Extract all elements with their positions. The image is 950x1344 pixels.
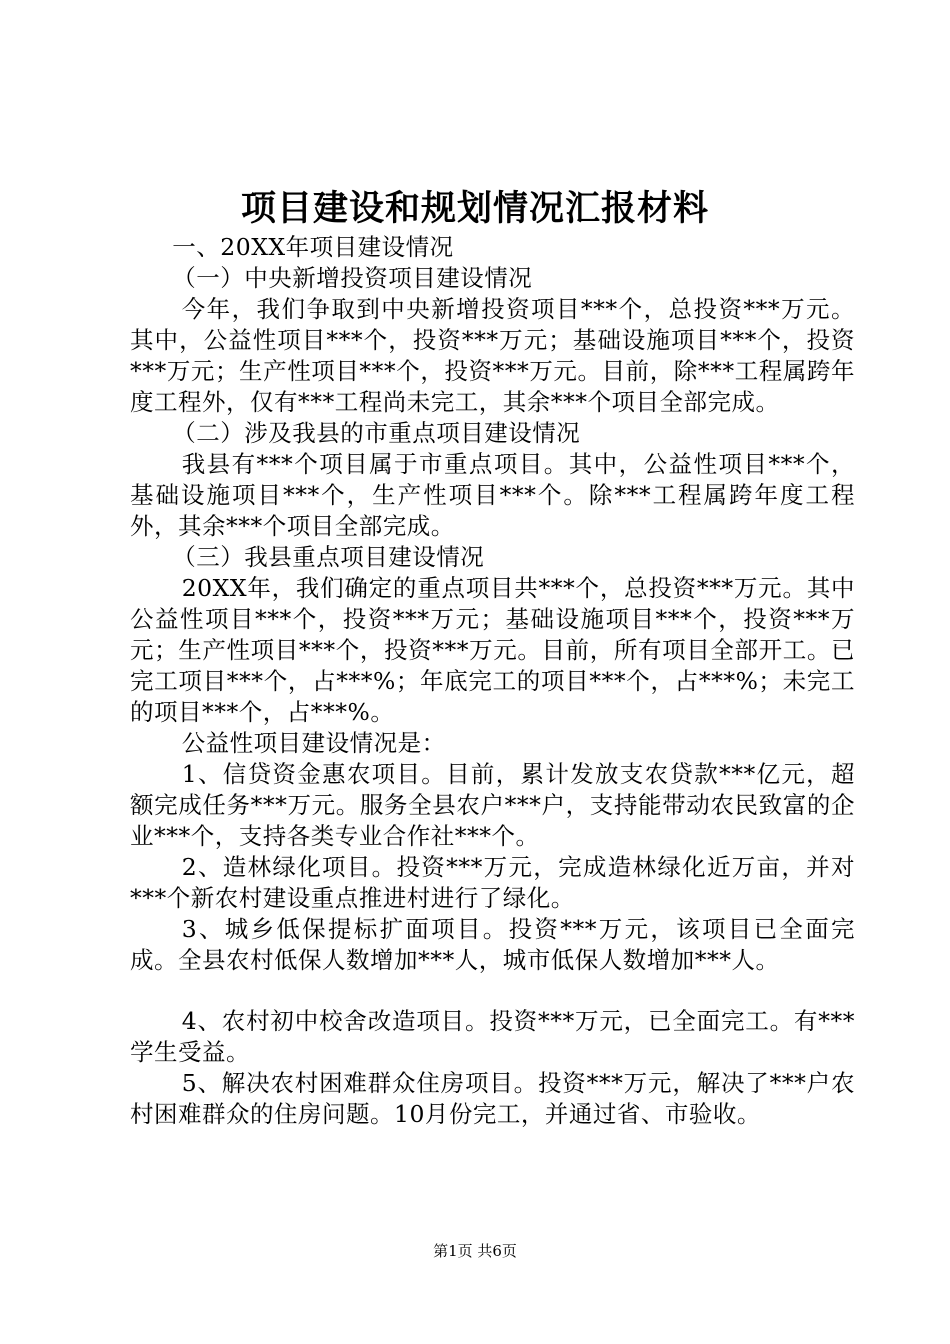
list-item-4: 4、农村初中校舍改造项目。投资***万元，已全面完工。有***学生受益。 [130, 1007, 855, 1066]
list-item-2: 2、造林绿化项目。投资***万元，完成造林绿化近万亩，并对***个新农村建设重点推进村进行了绿化。 [130, 853, 855, 912]
list-item-5: 5、解决农村困难群众住房项目。投资***万元，解决了***户农村困难群众的住房问题。10月份完工，并通过省、市验收。 [130, 1069, 855, 1128]
page-footer: 第1页 共6页 [433, 1242, 517, 1260]
section-heading-1: 一、20XX年项目建设情况 [172, 233, 454, 261]
body-paragraph: 我县有***个项目属于市重点项目。其中，公益性项目***个，基础设施项目***个，生产性项目***个。除***工程属跨年度工程外，其余***个项目全部完成。 [130, 450, 855, 540]
list-item-1: 1、信贷资金惠农项目。目前，累计发放支农贷款***亿元，超额完成任务***万元。服务全县农户***户，支持能带动农民致富的企业***个，支持各类专业合作社***个。 [130, 760, 855, 850]
subsection-heading-2: （二）涉及我县的市重点项目建设情况 [172, 419, 581, 447]
subsection-heading-3: （三）我县重点项目建设情况 [172, 543, 485, 571]
document-title: 项目建设和规划情况汇报材料 [240, 188, 709, 229]
body-paragraph: 20XX年，我们确定的重点项目共***个，总投资***万元。其中公益性项目***个，投资***万元；基础设施项目***个，投资***万元；生产性项目***个，投资***万元。目前，所有项目全部开工。已完工项目***个，占***%；年底完工的项目***个，占***%；未完工的项目***个，占***%。 [130, 574, 855, 726]
subsection-heading-1: （一）中央新增投资项目建设情况 [172, 264, 533, 292]
body-paragraph: 今年，我们争取到中央新增投资项目***个，总投资***万元。其中，公益性项目***个，投资***万元；基础设施项目***个，投资***万元；生产性项目***个，投资***万元。目前，除***工程属跨年度工程外，仅有***工程尚未完工，其余***个项目全部完成。 [130, 295, 855, 416]
document-body [130, 232, 855, 1130]
body-paragraph: 公益性项目建设情况是： [181, 729, 446, 757]
list-item-3: 3、城乡低保提标扩面项目。投资***万元，该项目已全面完成。全县农村低保人数增加***人，城市低保人数增加***人。 [130, 915, 855, 974]
